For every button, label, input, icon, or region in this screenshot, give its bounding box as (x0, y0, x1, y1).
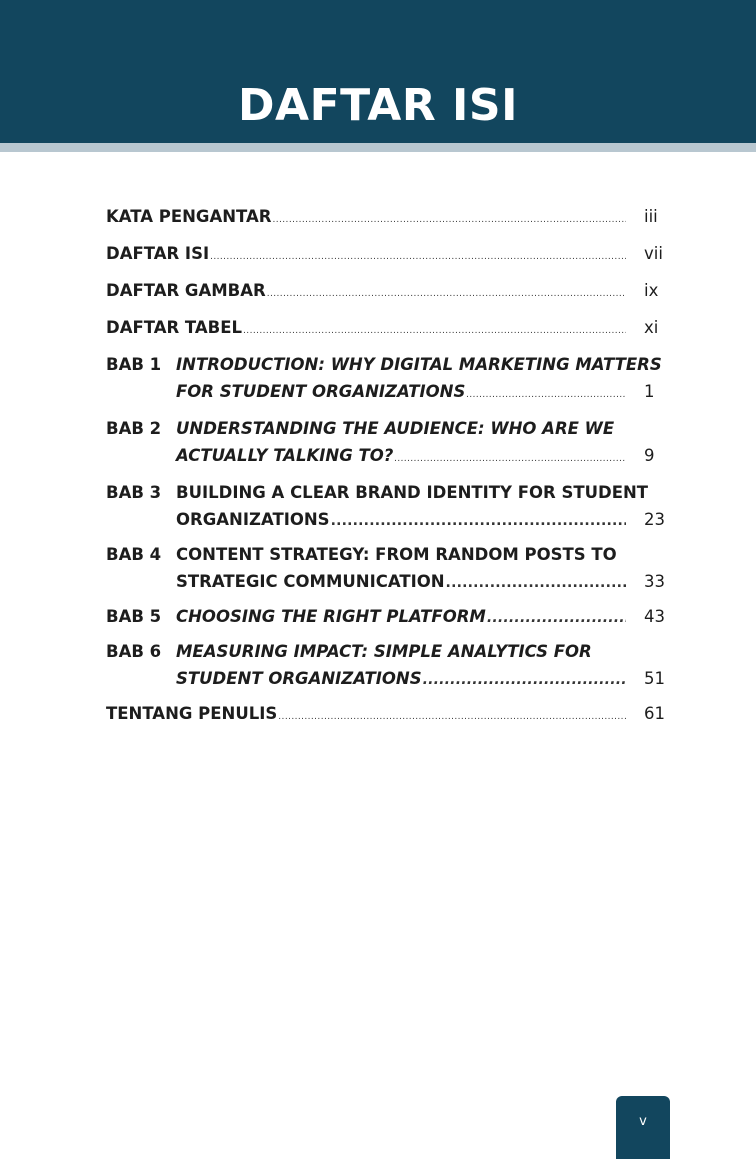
toc-entry-label: DAFTAR GAMBAR (106, 281, 266, 300)
chapter-title-line-1: BUILDING A CLEAR BRAND IDENTITY FOR STUDENT (176, 483, 649, 502)
toc-entry-daftar-isi[interactable] (106, 240, 678, 271)
chapter-number: BAB 2 (106, 419, 162, 438)
toc-entry-page: 61 (644, 704, 665, 723)
toc-entry-bab-6[interactable] (106, 638, 678, 694)
chapter-title-line-2: STRATEGIC COMMUNICATION (176, 572, 445, 591)
table-of-contents (106, 203, 678, 737)
dot-leader (446, 570, 626, 597)
chapter-title-line-2: ORGANIZATIONS (176, 510, 330, 529)
toc-entry-page: vii (644, 244, 663, 263)
toc-entry-kata-pengantar[interactable] (106, 203, 678, 234)
toc-entry-label: TENTANG PENULIS (106, 704, 278, 723)
toc-entry-label: KATA PENGANTAR (106, 207, 272, 226)
toc-entry-label: DAFTAR ISI (106, 244, 210, 263)
dot-leader (466, 382, 626, 409)
chapter-title-line-1: MEASURING IMPACT: SIMPLE ANALYTICS FOR (176, 642, 592, 661)
chapter-title: CHOOSING THE RIGHT PLATFORM (176, 607, 486, 626)
chapter-title-line-2: FOR STUDENT ORGANIZATIONS (176, 382, 466, 401)
page-number: v (639, 1114, 647, 1129)
toc-entry-page: 51 (644, 669, 665, 688)
toc-entry-bab-1[interactable] (106, 351, 678, 409)
chapter-number: BAB 5 (106, 607, 162, 626)
chapter-number: BAB 4 (106, 545, 162, 564)
chapter-title-line-2: STUDENT ORGANIZATIONS (176, 669, 422, 688)
dot-leader (278, 704, 626, 731)
dot-leader (273, 207, 626, 234)
page-number-badge (616, 1096, 670, 1159)
toc-entry-bab-5[interactable] (106, 603, 678, 632)
toc-entry-page: 43 (644, 607, 665, 626)
chapter-title-line-1: INTRODUCTION: WHY DIGITAL MARKETING MATTERS (176, 355, 662, 374)
toc-entry-bab-4[interactable] (106, 541, 678, 597)
toc-entry-tentang-penulis[interactable] (106, 700, 678, 731)
dot-leader (243, 318, 626, 345)
chapter-number: BAB 1 (106, 355, 162, 374)
toc-entry-daftar-gambar[interactable] (106, 277, 678, 308)
chapter-title-line-2: ACTUALLY TALKING TO? (176, 446, 394, 465)
dot-leader (267, 281, 626, 308)
dot-leader (394, 446, 626, 473)
toc-entry-page: 1 (644, 382, 655, 401)
dot-leader (331, 508, 626, 535)
toc-entry-label: DAFTAR TABEL (106, 318, 243, 337)
toc-entry-page: 23 (644, 510, 665, 529)
chapter-title-line-1: CONTENT STRATEGY: FROM RANDOM POSTS TO (176, 545, 617, 564)
toc-entry-page: 33 (644, 572, 665, 591)
toc-entry-page: ix (644, 281, 659, 300)
header-underline-strip (0, 143, 756, 152)
toc-entry-page: xi (644, 318, 659, 337)
chapter-title-line-1: UNDERSTANDING THE AUDIENCE: WHO ARE WE (176, 419, 615, 438)
chapter-number: BAB 6 (106, 642, 162, 661)
dot-leader (423, 667, 626, 694)
dot-leader (487, 605, 626, 632)
page-title: DAFTAR ISI (238, 80, 518, 131)
toc-entry-daftar-tabel[interactable] (106, 314, 678, 345)
dot-leader (210, 244, 626, 271)
toc-entry-bab-2[interactable] (106, 415, 678, 473)
toc-entry-bab-3[interactable] (106, 479, 678, 535)
chapter-number: BAB 3 (106, 483, 162, 502)
toc-entry-page: iii (644, 207, 658, 226)
toc-entry-page: 9 (644, 446, 655, 465)
